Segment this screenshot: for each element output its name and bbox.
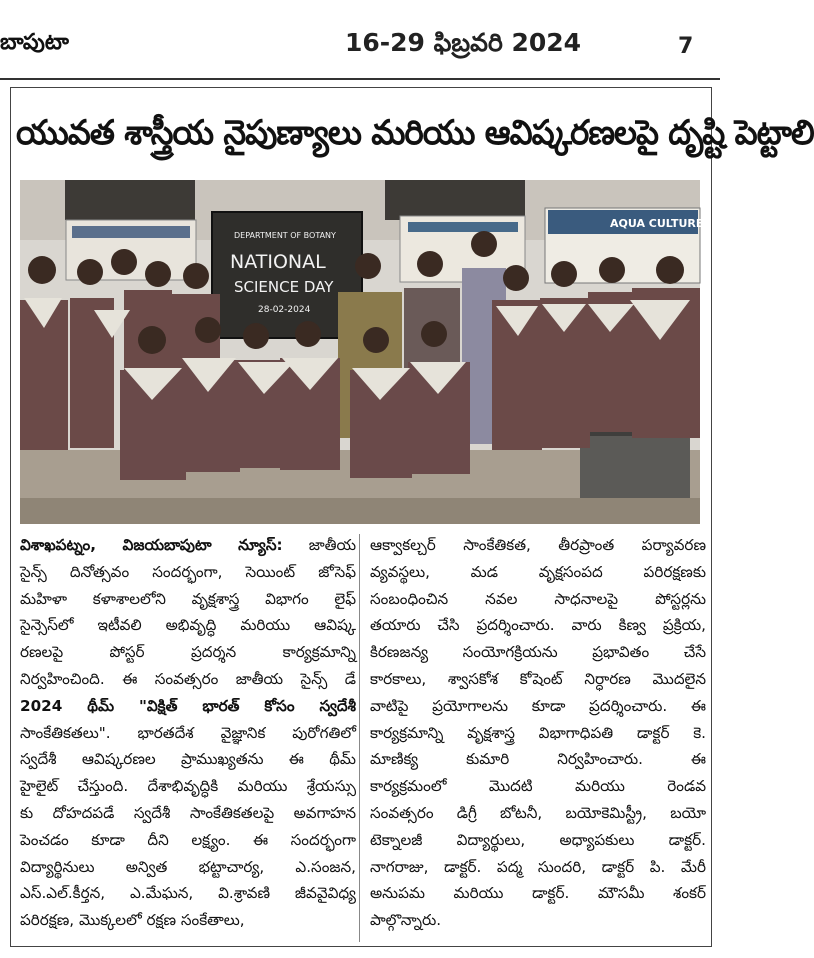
photo-illustration [20,180,704,524]
body-line: ఎస్.ఎల్.కీర్తన, ఎ.మేఘన, వి.శ్రావణి జీవవైవిధ్య [20,884,356,903]
page-header [0,0,720,82]
body-line: 2024 థీమ్ "విక్షిత్ భారత్ కోసం స్వదేశీ [20,696,356,715]
board-line-1: DEPARTMENT OF BOTANY [234,231,336,240]
body-line: తయారు చేసి ప్రదర్శించారు. వారు కిణ్వ ప్రక్రియ, [370,616,706,635]
body-line: అనుపమ మరియు డాక్టర్. మౌసమీ శంకర్ [370,884,706,903]
article-headline: యువత శాస్త్రీయ నైపుణ్యాలు మరియు ఆవిష్కరణలపై దృష్టి పెట్టాలి [16,113,814,153]
board-line-4: 28-02-2024 [258,305,311,315]
body-line: పాల్గొన్నారు. [370,911,442,930]
body-line: హైలైట్ చేస్తుంది. దేశాభివృద్ధికి మరియు శ్రేయస్సు [20,777,356,796]
body-line: వ్యవస్థలు, మడ వృక్షసంపద పరిరక్షణకు [370,562,706,581]
body-line: కార్యక్రమాన్ని వృక్షశాస్త్ర విభాగాధిపతి డాక్టర్ కె. [370,723,706,742]
body-line: విద్యార్థినులు అన్విత భట్టాచార్య, ఎ.సంజన, [20,857,356,876]
body-line: కార్యక్రమంలో మొదటి మరియు రెండవ [370,777,706,796]
body-line: నిర్వహించింది. ఈ సంవత్సరం జాతీయ సైన్స్ డే [20,669,356,688]
body-line: నాగరాజు, డాక్టర్. పద్మ సుందరి, డాక్టర్ పి. మేరీ [370,857,706,876]
body-line: సైన్స్ దినోత్సవం సందర్భంగా, సెయింట్ జోసెఫ్ [20,562,356,581]
body-line: మాణిక్య కుమారి నిర్వహించారు. ఈ [370,750,706,769]
body-line: పెంచడం కూడా దీని లక్ష్యం. ఈ సందర్భంగా [20,830,356,849]
body-line: ఆక్వాకల్చర్ సాంకేతికత, తీరప్రాంత పర్యావరణ [370,536,706,554]
column-divider [359,534,360,942]
body-line: సైన్సెస్‌లో ఇటీవలి అభివృద్ధి మరియు ఆవిష్క [20,616,356,635]
body-line: స్వదేశీ ఆవిష్కరణల ప్రాముఖ్యతను ఈ థీమ్ [20,750,356,769]
body-line: కిరణజన్య సంయోగక్రియను ప్రభావితం చేసే [370,643,706,662]
body-line: కారకాలు, శ్వాసకోశ కోషెంట్ నిర్ధారణ మొదలైన [370,669,706,688]
page-number: 7 [678,34,694,59]
body-line: కు దోహదపడే స్వదేశీ సాంకేతికతలపై అవగాహన [20,803,356,822]
header-rule [0,78,720,80]
board-line-2: NATIONAL [230,251,326,273]
article-body-right-column [370,532,706,934]
body-line: టెక్నాలజీ విద్యార్థులు, అధ్యాపకులు డాక్టర్. [370,830,706,849]
body-line: సంవత్సరం డిగ్రీ బోటనీ, బయోకెమిస్ట్రీ, బయో [370,803,706,822]
issue-date: 16-29 ఫిబ్రవరి 2024 [345,28,582,57]
article-body-left-column [20,532,356,934]
body-line: రణలపై పోస్టర్ ప్రదర్శన కార్యక్రమాన్ని [20,643,356,662]
article-dateline: విశాఖపట్నం, విజయబాపుటా న్యూస్: [20,536,283,554]
body-line: వాటిపై ప్రయోగాలను కూడా ప్రదర్శించారు. ఈ [370,696,706,715]
body-line: జాతీయ [308,536,356,554]
body-line: మహిళా కళాశాలలోని వృక్షశాస్త్ర విభాగం లైఫ్ [20,589,356,608]
body-line: పరిరక్షణ, మొక్కలలో రక్షణ సంకేతాలు, [20,911,245,930]
board-line-3: SCIENCE DAY [234,278,334,296]
article-photo [20,180,704,524]
poster-label: AQUA CULTURE [610,217,704,230]
masthead-name: బాపుటా [0,30,69,55]
body-line: సంబంధించిన నవల సాధనాలపై పోస్టర్లను [370,589,706,608]
body-line: సాంకేతికతలు". భారతదేశ వైజ్ఞానిక పురోగతిలో [20,723,356,742]
